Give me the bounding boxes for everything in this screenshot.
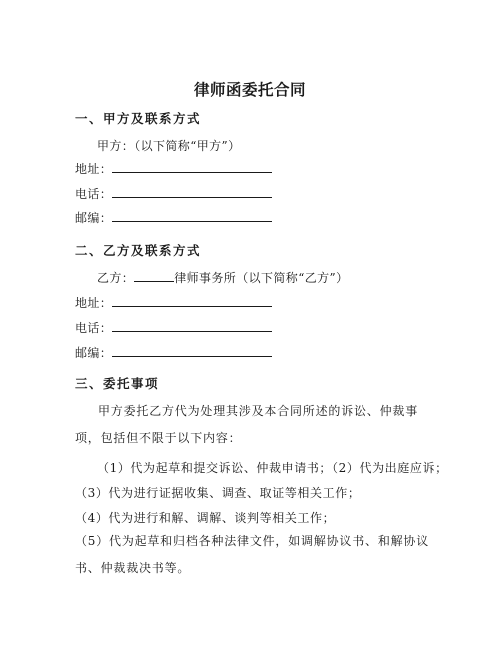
phone-blank-line (112, 185, 272, 198)
postcode-blank-line (112, 344, 272, 357)
postcode-label: 邮编： (75, 211, 113, 225)
section1-heading: 一、甲方及联系方式 (75, 111, 202, 126)
entrustment-item-4: （4）代为进行和解、调解、谈判等相关工作； (75, 511, 336, 525)
postcode-blank-line (112, 209, 272, 222)
party-a-line: 甲方：（以下简称“甲方”） (97, 139, 241, 153)
address-label: 地址： (75, 162, 113, 176)
address-blank-line (112, 160, 272, 173)
party-a-phone-row (75, 185, 272, 202)
entrustment-item-5: （5）代为起草和归档各种法律文件，如调解协议书、和解协议书、仲裁裁决书等。 (75, 534, 430, 575)
party-b-phone-row (75, 319, 272, 336)
entrustment-intro-paragraph: 甲方委托乙方代为处理其涉及本合同所述的诉讼、仲裁事项，包括但不限于以下内容： (75, 404, 419, 445)
phone-label: 电话： (75, 187, 113, 201)
party-b-address-row (75, 294, 272, 311)
party-b-prefix: 乙方： (97, 271, 135, 285)
party-a-address-row (75, 160, 272, 177)
phone-label: 电话： (75, 321, 113, 335)
address-blank-line (112, 294, 272, 307)
document-title: 律师函委托合同 (193, 81, 306, 99)
party-b-postcode-row (75, 344, 272, 361)
party-a-postcode-row (75, 209, 272, 226)
section2-heading: 二、乙方及联系方式 (75, 243, 202, 258)
address-label: 地址： (75, 296, 113, 310)
entrustment-item-3: （3）代为进行证据收集、调查、取证等相关工作； (75, 486, 361, 500)
section3-heading: 三、委托事项 (75, 376, 160, 391)
party-b-line (97, 269, 348, 286)
phone-blank-line (112, 319, 272, 332)
firm-name-blank-line (134, 269, 174, 282)
entrustment-items-1-2: （1）代为起草和提交诉讼、仲裁申请书；（2）代为出庭应诉； (97, 461, 448, 475)
postcode-label: 邮编： (75, 346, 113, 360)
party-b-suffix: 律师事务所（以下简称“乙方”） (174, 271, 349, 285)
